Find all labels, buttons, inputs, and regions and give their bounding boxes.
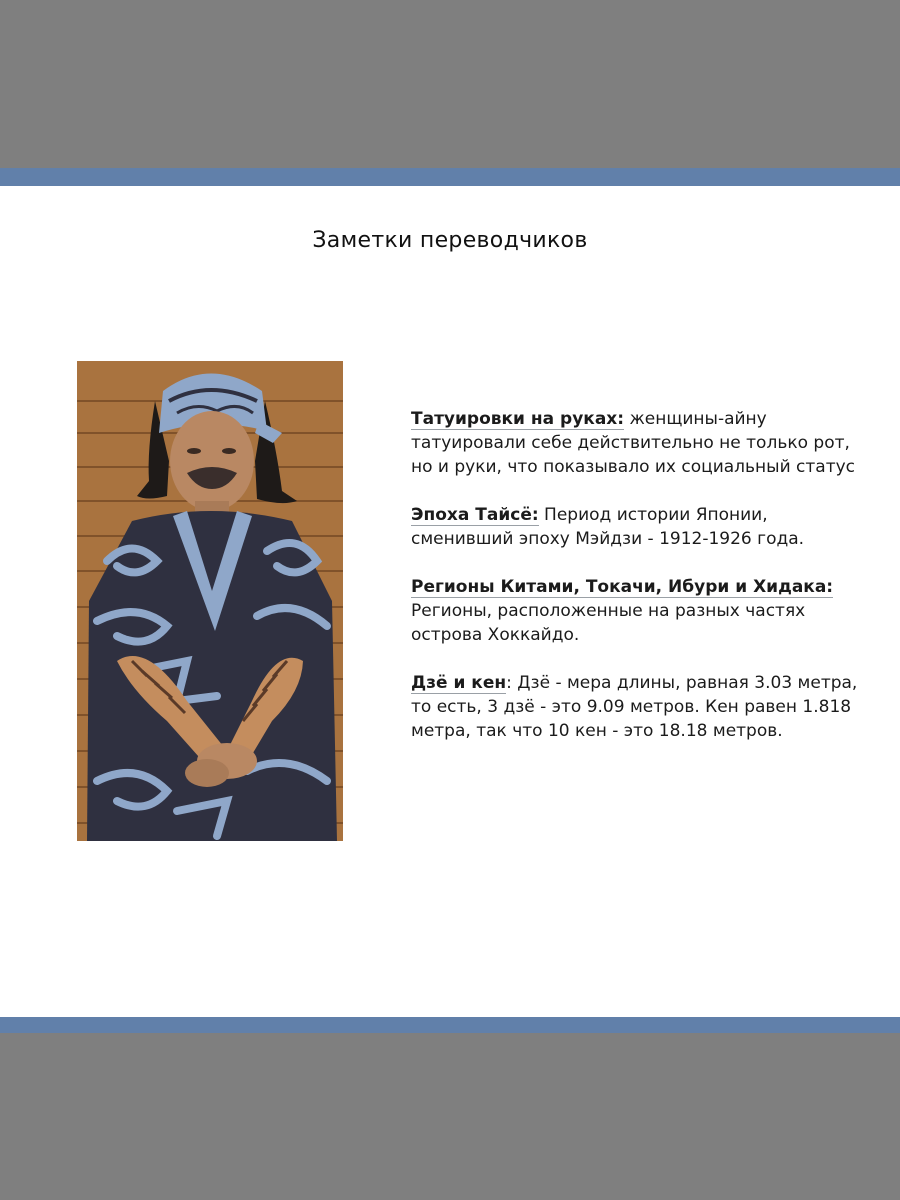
- translator-notes: [411, 407, 861, 767]
- ainu-woman-photo: [77, 361, 343, 841]
- note-term: Дзё и кен: [411, 673, 507, 693]
- bottom-accent-stripe: [0, 1017, 900, 1033]
- note-text: Регионы, расположенные на разных частях острова Хоккайдо.: [411, 601, 806, 645]
- note-jo-and-ken: [411, 671, 861, 743]
- top-gray-band: [0, 0, 900, 168]
- note-taisho-era: [411, 503, 861, 551]
- note-tattoos: [411, 407, 861, 479]
- bottom-gray-band: [0, 1033, 900, 1200]
- note-term: Татуировки на руках:: [411, 409, 625, 429]
- note-regions: [411, 575, 861, 647]
- note-text: Период истории Японии, сменивший эпоху Мэйдзи - 1912-1926 года.: [411, 505, 805, 549]
- note-term: Регионы Китами, Токачи, Ибури и Хидака:: [411, 577, 834, 597]
- top-accent-stripe: [0, 168, 900, 186]
- page-title: Заметки переводчиков: [312, 228, 588, 253]
- note-term: Эпоха Тайсё:: [411, 505, 539, 525]
- note-text: : Дзё - мера длины, равная 3.03 метра, то есть, 3 дзё - это 9.09 метров. Кен равен 1.818 метра, так что 10 кен - это 18.18 метров.: [411, 673, 858, 741]
- note-text: женщины-айну татуировали себе действительно не только рот, но и руки, что показывало их социальный статус: [411, 409, 856, 477]
